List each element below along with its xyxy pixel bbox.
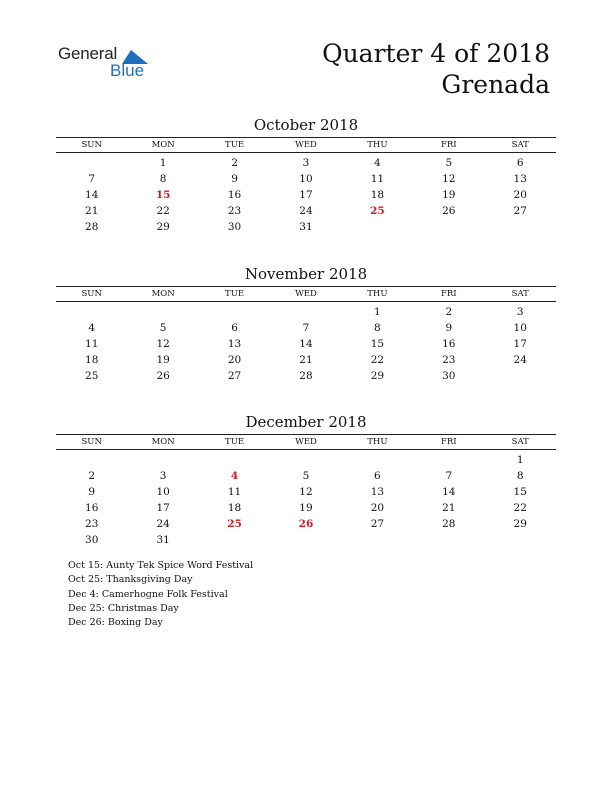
- day-cell: 21: [85, 205, 99, 217]
- holiday-note: Dec 26: Boxing Day: [68, 617, 163, 629]
- day-cell: 13: [370, 486, 385, 498]
- quarter-title: Quarter 4 of 2018: [322, 39, 550, 68]
- day-cell: 2: [445, 306, 453, 318]
- day-cell: 17: [156, 502, 170, 514]
- day-cell: 11: [227, 486, 242, 498]
- day-cell: 14: [442, 486, 456, 498]
- day-cell: 6: [231, 322, 238, 334]
- week-row: [56, 516, 556, 532]
- weekday-header: SUN: [81, 140, 102, 150]
- day-cell: 23: [85, 518, 99, 530]
- day-cell: 30: [227, 221, 242, 233]
- day-cell: 24: [156, 518, 170, 530]
- day-cell: 18: [85, 354, 99, 366]
- day-cell: 24: [299, 205, 313, 217]
- day-cell: 23: [227, 205, 242, 217]
- day-cell: [413, 219, 484, 235]
- weekday-header-row: [56, 434, 556, 450]
- day-cell: [56, 452, 127, 468]
- day-cell: 17: [513, 338, 527, 350]
- day-cell: 5: [159, 322, 167, 334]
- day-cell: 31: [299, 221, 313, 233]
- day-cell: 20: [513, 189, 527, 201]
- day-cell: 3: [159, 470, 167, 482]
- day-cell: 4: [88, 322, 96, 334]
- day-cell: [342, 452, 413, 468]
- month-title: November 2018: [244, 265, 368, 283]
- week-row: [56, 203, 556, 219]
- holiday-note: Dec 25: Christmas Day: [68, 602, 179, 614]
- day-cell: [413, 532, 484, 548]
- day-cell: [485, 368, 556, 384]
- day-cell: 28: [442, 518, 456, 530]
- holiday-day-cell: 15: [155, 189, 171, 201]
- day-cell: 2: [231, 157, 238, 169]
- weekday-header: WED: [295, 437, 317, 447]
- weekday-header-row: [56, 286, 556, 302]
- logo: [58, 44, 168, 84]
- week-row: [56, 336, 556, 352]
- day-cell: 1: [159, 157, 167, 169]
- day-cell: 18: [370, 189, 385, 201]
- day-cell: 8: [159, 173, 167, 185]
- weekday-header: MON: [151, 437, 175, 447]
- day-cell: 13: [227, 338, 242, 350]
- day-cell: 27: [227, 370, 242, 382]
- day-cell: 20: [370, 502, 385, 514]
- day-cell: 8: [516, 470, 524, 482]
- logo-blue-text: Blue: [110, 61, 145, 80]
- day-cell: 15: [370, 338, 385, 350]
- day-cell: 3: [302, 157, 310, 169]
- weekday-header: THU: [367, 140, 388, 150]
- day-cell: 24: [513, 354, 527, 366]
- day-cell: [56, 155, 127, 171]
- weekday-header: SUN: [81, 437, 102, 447]
- holiday-day-cell: 25: [370, 205, 385, 217]
- day-cell: 10: [299, 173, 313, 185]
- day-cell: 21: [442, 502, 456, 514]
- day-cell: 1: [516, 454, 524, 466]
- week-row: [56, 484, 556, 500]
- page-title: [322, 38, 550, 100]
- day-cell: 30: [85, 534, 99, 546]
- day-cell: 16: [442, 338, 456, 350]
- weekday-header: WED: [295, 140, 317, 150]
- logo-general-text: General: [58, 44, 118, 63]
- day-cell: 22: [370, 354, 385, 366]
- week-row: [56, 171, 556, 187]
- day-cell: 6: [516, 157, 524, 169]
- month-calendar: [56, 264, 556, 384]
- day-cell: 26: [156, 370, 170, 382]
- weekday-header: SUN: [81, 289, 102, 299]
- week-row: [56, 219, 556, 235]
- day-cell: 1: [374, 306, 381, 318]
- weekday-header: FRI: [440, 289, 457, 299]
- week-row: [56, 368, 556, 384]
- holiday-note: Oct 15: Aunty Tek Spice Word Festival: [68, 560, 254, 571]
- weekday-header: MON: [151, 140, 175, 150]
- day-cell: 9: [445, 322, 453, 334]
- day-cell: 28: [299, 370, 313, 382]
- day-cell: 11: [370, 173, 385, 185]
- day-cell: 25: [85, 370, 99, 382]
- day-cell: [342, 219, 413, 235]
- day-cell: 13: [513, 173, 527, 185]
- day-cell: [413, 452, 484, 468]
- holiday-day-cell: 4: [230, 470, 239, 482]
- month-calendar: [56, 412, 556, 548]
- week-row: [56, 532, 556, 548]
- day-cell: 2: [88, 470, 96, 482]
- day-cell: 9: [231, 173, 238, 185]
- day-cell: [56, 304, 127, 320]
- day-cell: 4: [374, 157, 381, 169]
- day-cell: 29: [370, 370, 385, 382]
- weekday-header: THU: [367, 437, 388, 447]
- day-cell: 21: [299, 354, 313, 366]
- weekday-header: WED: [295, 289, 317, 299]
- day-cell: 12: [299, 486, 313, 498]
- day-cell: [485, 532, 556, 548]
- day-cell: 16: [85, 502, 99, 514]
- day-cell: [270, 304, 341, 320]
- day-cell: 14: [85, 189, 99, 201]
- day-cell: 5: [445, 157, 453, 169]
- weekday-header: SAT: [511, 437, 529, 447]
- day-cell: 27: [513, 205, 527, 217]
- week-row: [56, 352, 556, 368]
- day-cell: 31: [156, 534, 170, 546]
- day-cell: 12: [442, 173, 456, 185]
- day-cell: 30: [442, 370, 456, 382]
- day-cell: [199, 532, 270, 548]
- month-calendar: [56, 115, 556, 235]
- day-cell: 3: [516, 306, 524, 318]
- week-row: [56, 500, 556, 516]
- holiday-day-cell: 25: [227, 518, 242, 530]
- weekday-header: THU: [367, 289, 388, 299]
- day-cell: 10: [156, 486, 170, 498]
- day-cell: 14: [299, 338, 313, 350]
- day-cell: [270, 452, 341, 468]
- day-cell: 16: [227, 189, 242, 201]
- day-cell: 10: [513, 322, 527, 334]
- day-cell: 20: [227, 354, 242, 366]
- weekday-header: FRI: [440, 140, 457, 150]
- holiday-note: Oct 25: Thanksgiving Day: [68, 574, 193, 586]
- day-cell: 9: [88, 486, 96, 498]
- weekday-header: TUE: [225, 140, 245, 150]
- day-cell: 19: [442, 189, 456, 201]
- day-cell: 26: [442, 205, 456, 217]
- week-row: [56, 320, 556, 336]
- day-cell: 7: [445, 470, 453, 482]
- day-cell: 29: [156, 221, 170, 233]
- weekday-header: MON: [151, 289, 175, 299]
- day-cell: [127, 304, 198, 320]
- weekday-header: TUE: [225, 289, 245, 299]
- day-cell: 15: [513, 486, 527, 498]
- week-row: [56, 304, 556, 320]
- day-cell: [342, 532, 413, 548]
- day-cell: 23: [442, 354, 456, 366]
- day-cell: 7: [302, 322, 310, 334]
- day-cell: 6: [374, 470, 381, 482]
- day-cell: 11: [85, 338, 99, 350]
- day-cell: 28: [85, 221, 99, 233]
- day-cell: 5: [302, 470, 310, 482]
- day-cell: 19: [299, 502, 313, 514]
- day-cell: 8: [374, 322, 381, 334]
- day-cell: 19: [156, 354, 170, 366]
- day-cell: 18: [227, 502, 242, 514]
- day-cell: 27: [370, 518, 385, 530]
- day-cell: 29: [513, 518, 527, 530]
- week-row: [56, 155, 556, 171]
- weekday-header-row: [56, 137, 556, 153]
- day-cell: 22: [156, 205, 170, 217]
- month-title: October 2018: [253, 116, 359, 134]
- day-cell: 12: [156, 338, 170, 350]
- weekday-header: TUE: [225, 437, 245, 447]
- weekday-header: SAT: [511, 140, 529, 150]
- week-row: [56, 452, 556, 468]
- week-row: [56, 468, 556, 484]
- holiday-notes: [68, 559, 253, 630]
- day-cell: 7: [88, 173, 96, 185]
- day-cell: [270, 532, 341, 548]
- holiday-day-cell: 26: [298, 518, 314, 530]
- week-row: [56, 187, 556, 203]
- day-cell: 22: [513, 502, 527, 514]
- country-title: Grenada: [441, 70, 550, 99]
- day-cell: [199, 304, 270, 320]
- weekday-header: FRI: [440, 437, 457, 447]
- weekday-header: SAT: [511, 289, 529, 299]
- holiday-note: Dec 4: Camerhogne Folk Festival: [68, 588, 228, 600]
- month-title: December 2018: [245, 413, 367, 431]
- day-cell: [199, 452, 270, 468]
- day-cell: 17: [299, 189, 313, 201]
- day-cell: [485, 219, 556, 235]
- day-cell: [127, 452, 198, 468]
